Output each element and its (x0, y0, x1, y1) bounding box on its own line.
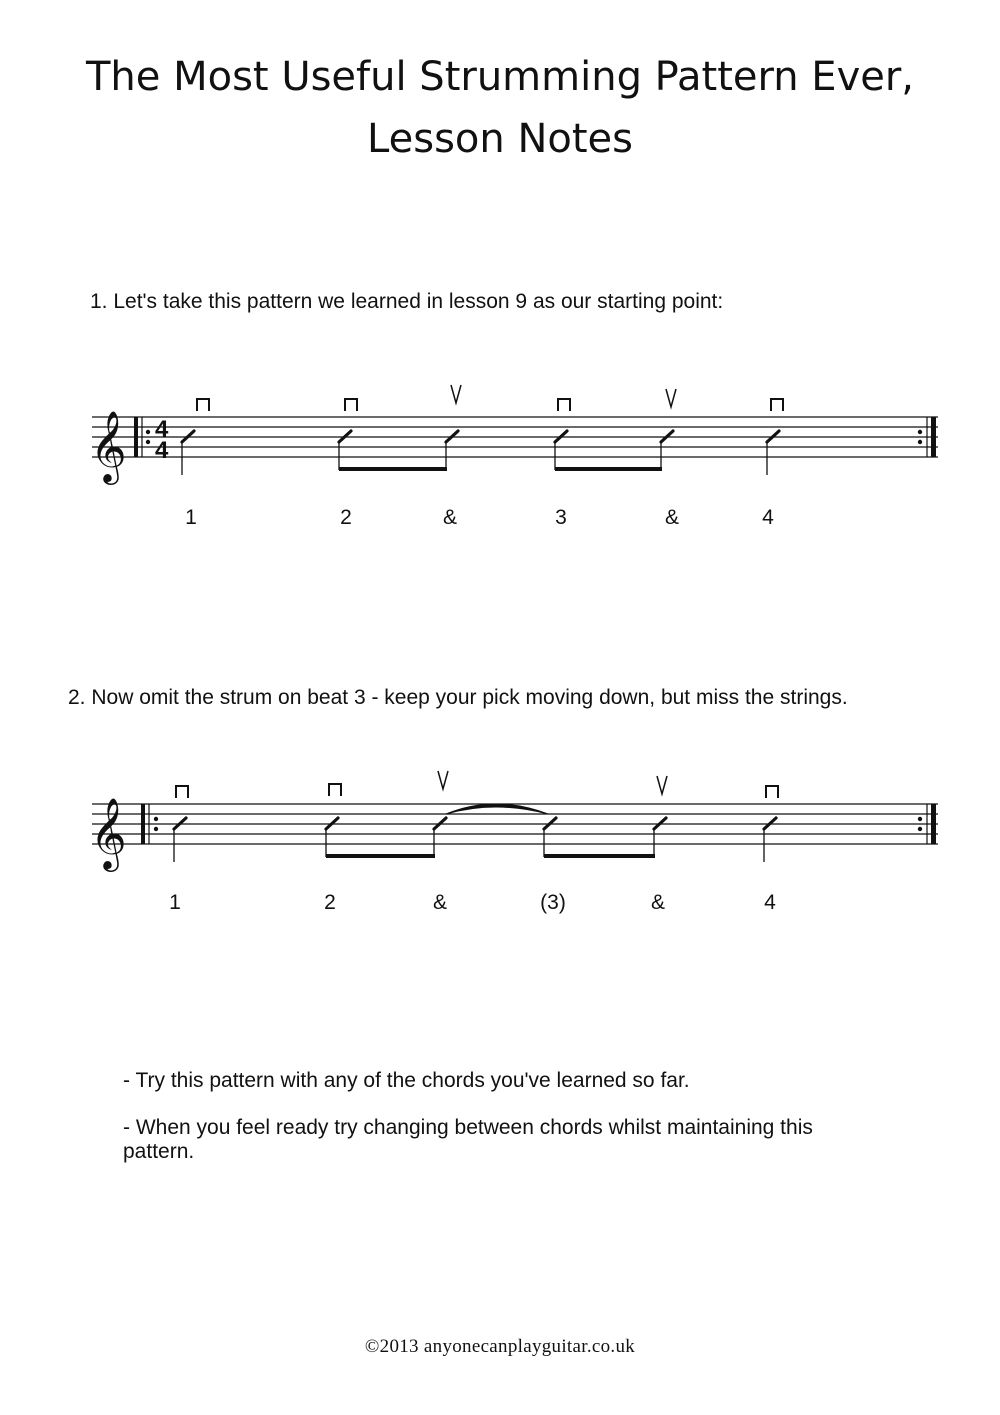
tie (446, 804, 548, 814)
page-title-line-2: Lesson Notes (367, 116, 633, 162)
treble-clef-icon: 𝄞 (90, 799, 127, 868)
count-label: 2 (324, 891, 336, 914)
downstroke-icon (771, 399, 783, 411)
stroke-markings (176, 771, 778, 798)
count-label: & (432, 891, 448, 914)
tip-item: - Try this pattern with any of the chords you've learned so far. (123, 1069, 690, 1092)
downstroke-icon (766, 786, 778, 798)
count-label: 2 (340, 506, 352, 529)
note-beams (326, 854, 655, 858)
count-label: & (650, 891, 666, 914)
downstroke-icon (558, 399, 570, 411)
page-title (0, 46, 1000, 170)
count-label: 4 (762, 506, 774, 529)
exercise-2-staff (0, 762, 1000, 902)
stroke-markings (197, 385, 783, 411)
count-label: 1 (169, 891, 181, 914)
page-title-line-1: The Most Useful Strumming Pattern Ever, (85, 54, 915, 100)
upstroke-icon (657, 776, 667, 794)
downstroke-icon (176, 786, 188, 798)
treble-clef-icon: 𝄞 (90, 412, 127, 481)
copyright-footer: ©2013 anyonecanplayguitar.co.uk (364, 1336, 636, 1357)
upstroke-icon (666, 389, 676, 407)
staff-lines (92, 417, 938, 457)
exercise-1-staff (0, 375, 1000, 515)
upstroke-icon (451, 385, 461, 403)
time-signature-top: 4 (155, 416, 169, 443)
count-label: 4 (764, 891, 776, 914)
count-label: & (664, 506, 680, 529)
time-signature-bottom: 4 (155, 437, 169, 464)
exercise-2-instruction: 2. Now omit the strum on beat 3 - keep your pick moving down, but miss the strings. (68, 686, 848, 709)
staff-lines (92, 804, 938, 844)
count-label: (3) (540, 891, 566, 914)
downstroke-icon (329, 784, 341, 796)
note-beams (339, 467, 662, 471)
count-label: & (442, 506, 458, 529)
downstroke-icon (197, 399, 209, 411)
downstroke-icon (345, 399, 357, 411)
count-label: 1 (185, 506, 197, 529)
upstroke-icon (438, 771, 448, 789)
tip-item: - When you feel ready try changing between chords whilst maintaining this pattern. (123, 1116, 813, 1163)
exercise-1-instruction: 1. Let's take this pattern we learned in lesson 9 as our starting point: (90, 290, 724, 313)
count-label: 3 (555, 506, 567, 529)
